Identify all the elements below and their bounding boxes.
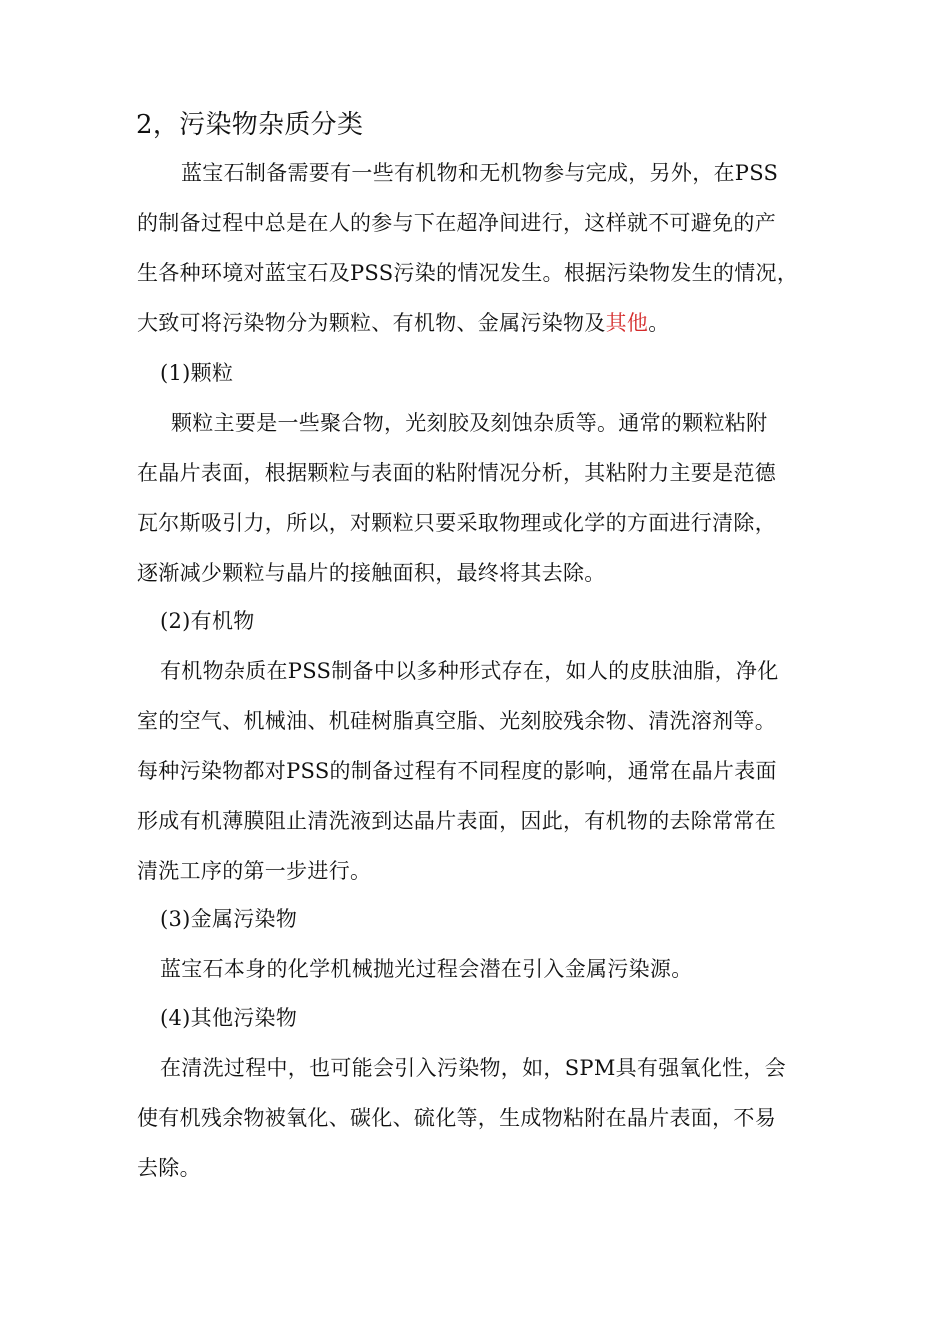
subsection-heading-metals: (3)金属污染物: [160, 907, 298, 931]
others-line-3: 去除。: [137, 1156, 201, 1180]
metals-line-1: 蓝宝石本身的化学机械抛光过程会潜在引入金属污染源。: [160, 957, 693, 981]
particles-line-2: 在晶片表面，根据颗粒与表面的粘附情况分析，其粘附力主要是范德: [137, 461, 776, 485]
organics-line-4: 形成有机薄膜阻止清洗液到达晶片表面，因此，有机物的去除常常在: [137, 809, 776, 833]
subsection-heading-organics: (2)有机物: [160, 609, 255, 633]
organics-line-3: 每种污染物都对PSS的制备过程有不同程度的影响，通常在晶片表面: [137, 759, 777, 783]
others-line-2: 使有机残余物被氧化、碳化、硫化等，生成物粘附在晶片表面，不易: [137, 1106, 776, 1130]
intro-line-2: 的制备过程中总是在人的参与下在超净间进行，这样就不可避免的产: [137, 211, 776, 235]
organics-line-2: 室的空气、机械油、机硅树脂真空脂、光刻胶残余物、清洗溶剂等。: [137, 709, 776, 733]
subsection-heading-particles: (1)颗粒: [160, 361, 234, 385]
intro-line-3: 生各种环境对蓝宝石及PSS污染的情况发生。根据污染物发生的情况，: [137, 261, 799, 285]
intro-line-4-text: 大致可将污染物分为颗粒、有机物、金属污染物及: [137, 311, 606, 335]
particles-line-3: 瓦尔斯吸引力，所以，对颗粒只要采取物理或化学的方面进行清除，: [137, 511, 776, 535]
organics-line-1: 有机物杂质在PSS制备中以多种形式存在，如人的皮肤油脂，净化: [160, 659, 779, 683]
particles-line-1: 颗粒主要是一些聚合物，光刻胶及刻蚀杂质等。通常的颗粒粘附: [171, 411, 768, 435]
intro-line-1: 蓝宝石制备需要有一些有机物和无机物参与完成，另外，在PSS: [181, 161, 779, 185]
highlighted-text: 其他: [605, 311, 649, 335]
section-title: 2，污染物杂质分类: [136, 110, 364, 140]
others-line-1: 在清洗过程中，也可能会引入污染物，如，SPM具有强氧化性，会: [160, 1056, 787, 1080]
organics-line-5: 清洗工序的第一步进行。: [137, 859, 372, 883]
intro-line-4: [137, 308, 817, 338]
intro-line-4-end: 。: [648, 311, 670, 335]
particles-line-4: 逐渐减少颗粒与晶片的接触面积，最终将其去除。: [137, 561, 606, 585]
subsection-heading-others: (4)其他污染物: [160, 1006, 298, 1030]
